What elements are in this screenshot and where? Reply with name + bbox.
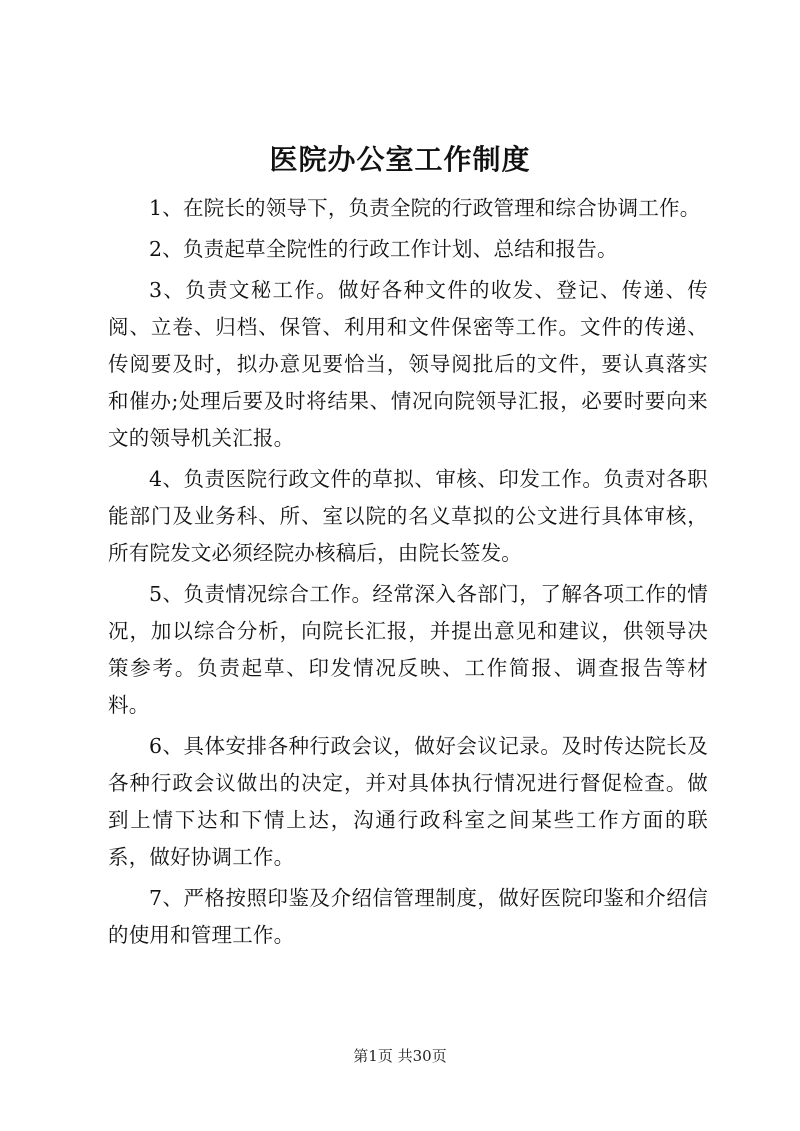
page-number: 第1页 共30页 [353,1047,447,1065]
paragraph-6: 6、具体安排各种行政会议，做好会议记录。及时传达院长及各种行政会议做出的决定，并对具体执行情况进行督促检查。做到上情下达和下情上达，沟通行政科室之间某些工作方面的联系，做好协调工作。 [108,734,708,869]
paragraph-7: 7、严格按照印鉴及介绍信管理制度，做好医院印鉴和介绍信的使用和管理工作。 [108,886,708,947]
page-footer [0,1046,800,1066]
paragraph-1: 1、在院长的领导下，负责全院的行政管理和综合协调工作。 [149,196,701,220]
paragraph-3: 3、负责文秘工作。做好各种文件的收发、登记、传递、传阅、立卷、归档、保管、利用和文件保密等工作。文件的传递、传阅要及时，拟办意见要恰当，领导阅批后的文件，要认真落实和催办;处理后要及时将结果、情况向院领导汇报，必要时要向来文的领导机关汇报。 [108,278,708,450]
document-title: 医院办公室工作制度 [269,143,531,176]
paragraph-4: 4、负责医院行政文件的草拟、审核、印发工作。负责对各职能部门及业务科、所、室以院的名义草拟的公文进行具体审核，所有院发文必须经院办核稿后，由院长签发。 [108,467,708,565]
paragraph-5: 5、负责情况综合工作。经常深入各部门，了解各项工作的情况，加以综合分析，向院长汇报，并提出意见和建议，供领导决策参考。负责起草、印发情况反映、工作简报、调查报告等材料。 [108,582,708,717]
document-body [108,190,708,958]
paragraph-2: 2、负责起草全院性的行政工作计划、总结和报告。 [149,237,618,261]
